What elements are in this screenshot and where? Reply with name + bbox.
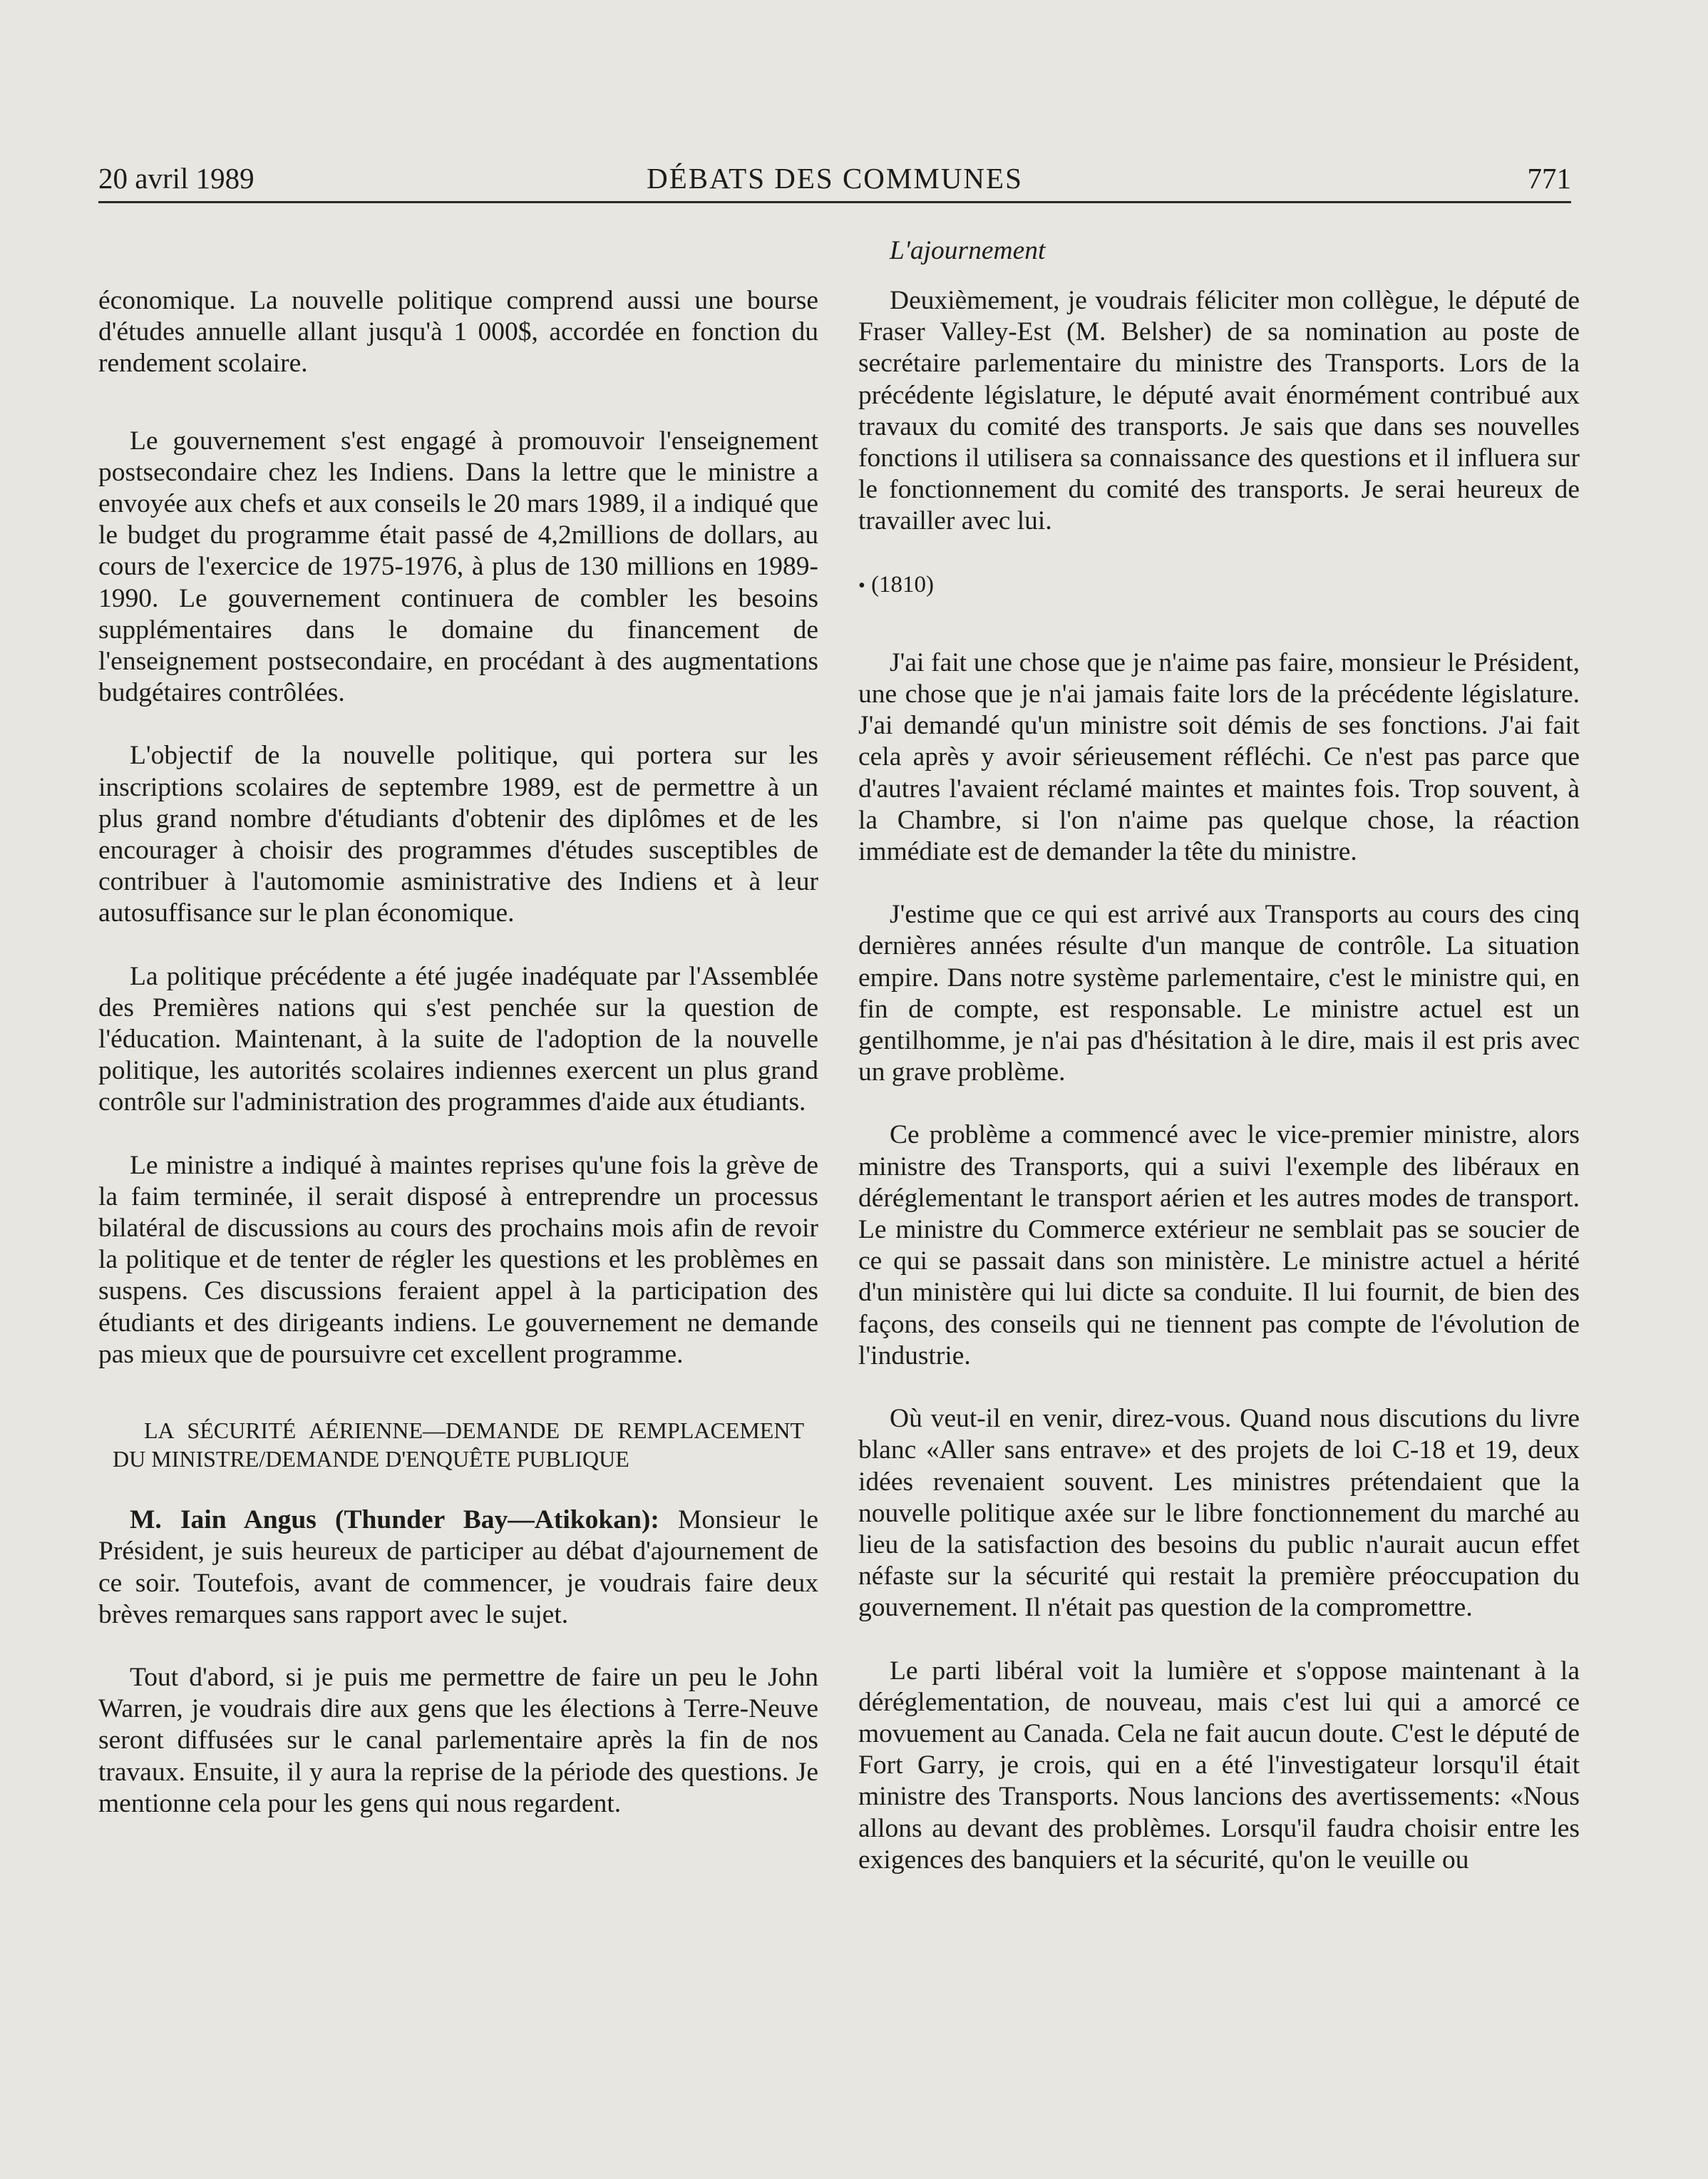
header-date: 20 avril 1989: [98, 162, 254, 195]
paragraph: L'objectif de la nouvelle politique, qui portera sur les inscriptions scolaires de septembre 1989, est de permettre à un plus grand nombre d'étudiants d'obtenir des diplômes et de les encourager à choisir des programmes d'études susceptibles de contribuer à l'automomie asministrative des Indiens et à leur autosuffisance sur le plan économique.: [98, 741, 818, 928]
section-heading: LA SÉCURITÉ AÉRIENNE—DEMANDE DE REMPLACEMENT DU MINISTRE/DEMANDE D'ENQUÊTE PUBLIQUE: [113, 1417, 804, 1472]
paragraph: J'ai fait une chose que je n'aime pas faire, monsieur le Président, une chose que je n'ai jamais faite lors de la précédente législature. J'ai demandé qu'un ministre soit démis de ses fonctions. J'ai fait cela après y avoir sérieusement réfléchi. Ce n'est pas parce que d'autres l'avaient réclamé maintes et maintes fois. Trop souvent, à la Chambre, si l'on n'aime pas quelque chose, la réaction immédiate est de demander la tête du ministre.: [858, 647, 1580, 867]
speech-text: Monsieur le Président, je suis heureux de participer au débat d'ajournement de ce soir. Toutefois, avant de commencer, je voudrais faire deux brèves remarques sans rapport avec le sujet.: [98, 1505, 818, 1629]
paragraph: Le gouvernement s'est engagé à promouvoir l'enseignement postsecondaire chez les Indiens. Dans la lettre que le ministre a envoyée aux chefs et aux conseils le 20 mars 1989, il a indiqué que le budget du programme était passé de 4,2millions de dollars, au cours de l'exercice de 1975-1976, à plus de 130 millions en 1989-1990. Le gouvernement continuera de combler les besoins supplémentaires dans le domaine du financement de l'enseignement postsecondaire, en procédant à des augmentations budgétaires contrôlées.: [98, 426, 818, 708]
paragraph: économique. La nouvelle politique comprend aussi une bourse d'études annuelle allant jusqu'à 1 000$, accordée en fonction du rendement scolaire.: [98, 286, 818, 379]
paragraph: Le ministre a indiqué à maintes reprises qu'une fois la grève de la faim terminée, il serait disposé à entreprendre un processus bilatéral de discussions au cours des prochains mois afin de revoir la politique et de tenter de régler les questions et les problèmes en suspens. Ces discussions feraient appel à la participation des étudiants et des dirigeants indiens. Le gouvernement ne demande pas mieux que de poursuivre cet excellent programme.: [98, 1150, 818, 1369]
page-number: 771: [1527, 162, 1571, 195]
paragraph: Deuxièmement, je voudrais féliciter mon collègue, le député de Fraser Valley-Est (M. Belsher) de sa nomination au poste de secrétaire parlementaire du ministre des Transports. Lors de la précédente législature, le député avait énormément contribué aux travaux du comité des transports. Je sais que dans ses nouvelles fonctions il utilisera sa connaissance des questions et il influera sur le fonctionnement du comité des transports. Je serai heureux de travailler avec lui.: [858, 286, 1580, 536]
paragraph: Ce problème a commencé avec le vice-premier ministre, alors ministre des Transports, qui a suivi l'exemple des libéraux en déréglementant le transport aérien et les autres modes de transport. Le ministre du Commerce extérieur ne semblait pas se soucier de ce qui se passait dans son ministère. Le ministre actuel a hérité d'un ministère qui lui dicte sa conduite. Il lui fournit, de bien des façons, des conseils qui ne tiennent pas compte de l'évolution de l'industrie.: [858, 1120, 1580, 1370]
speaker-paragraph: [98, 1504, 818, 1631]
paragraph: La politique précédente a été jugée inadéquate par l'Assemblée des Premières nations qui s'est penchée sur la question de l'éducation. Maintenant, à la suite de l'adoption de la nouvelle politique, les autorités scolaires indiennes exercent un plus grand contrôle sur l'administration des programmes d'aide aux étudiants.: [98, 961, 818, 1117]
timestamp: [858, 569, 1580, 602]
page-header: [98, 158, 1571, 203]
right-column: [858, 235, 1580, 1876]
timestamp-value: (1810): [871, 571, 935, 598]
paragraph: Le parti libéral voit la lumière et s'oppose maintenant à la déréglementation, de nouveau, mais c'est lui qui a amorcé ce movuement au Canada. Cela ne fait aucun doute. C'est le député de Fort Garry, je crois, qui en a été l'investigateur lorsqu'il était ministre des Transports. Nous lancions des avertissements: «Nous allons au devant des problèmes. Lorsqu'il faudra choisir entre les exigences des banquiers et la sécurité, qu'on le veuille ou: [858, 1656, 1580, 1875]
paragraph: Où veut-il en venir, direz-vous. Quand nous discutions du livre blanc «Aller sans entrave» et des projets de loi C-18 et 19, deux idées revenaient souvent. Les ministres prétendaient que la nouvelle politique axée sur le libre fonctionnement du marché au lieu de la satisfaction des besoins du public n'aurait aucun effet néfaste sur la sécurité qui restait la première préoccupation du gouvernement. Il n'était pas question de la compromettre.: [858, 1404, 1580, 1623]
running-head: L'ajournement: [890, 236, 1046, 265]
paragraph: Tout d'abord, si je puis me permettre de faire un peu le John Warren, je voudrais dire aux gens que les élections à Terre-Neuve seront diffusées sur le canal parlementaire après la fin de nos travaux. Ensuite, il y aura la reprise de la période des questions. Je mentionne cela pour les gens qui nous regardent.: [98, 1662, 818, 1818]
paragraph: J'estime que ce qui est arrivé aux Transports au cours des cinq dernières années résulte d'un manque de contrôle. La situation empire. Dans notre système parlementaire, c'est le ministre qui, en fin de compte, est responsable. Le ministre actuel est un gentilhomme, je n'ai pas d'hésitation à le dire, mais il est pris avec un grave problème.: [858, 900, 1580, 1087]
header-title: DÉBATS DES COMMUNES: [647, 162, 1023, 195]
bullet-icon: •: [858, 574, 865, 597]
speaker-name: M. Iain Angus (Thunder Bay—Atikokan):: [130, 1505, 659, 1535]
left-column: [98, 235, 818, 1820]
